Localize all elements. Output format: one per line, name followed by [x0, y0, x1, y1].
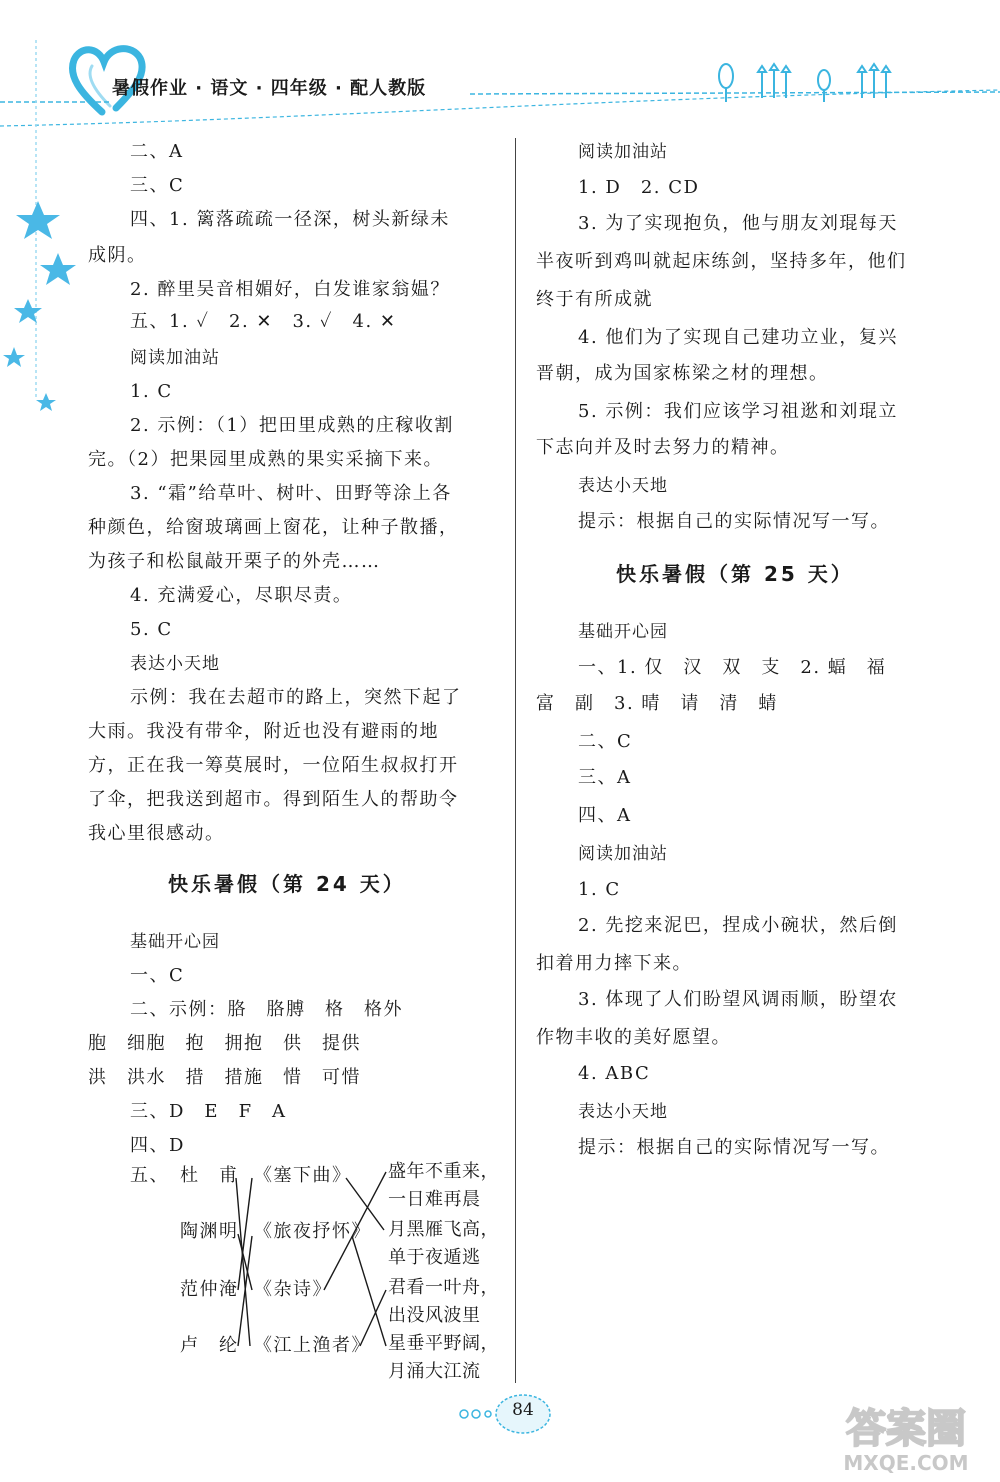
answer-line: 4. 他们为了实现自己建功立业，复兴	[578, 327, 898, 348]
answer-line: 二、示例：胳 胳膊 格 格外	[130, 999, 403, 1020]
section-heading: 表达小天地	[578, 1102, 668, 1122]
watermark-logo	[822, 1398, 990, 1478]
answer-line: 四、1. 篱落疏疏一径深，树头新绿未	[130, 209, 450, 230]
answer-line: 2. 先挖来泥巴，捏成小碗状，然后倒	[578, 915, 898, 936]
svg-text:MXQE.COM: MXQE.COM	[843, 1451, 969, 1475]
answer-line: 洪 洪水 措 措施 惜 可惜	[88, 1067, 361, 1088]
answer-line: 大雨。我没有带伞，附近也没有避雨的地	[88, 721, 439, 742]
match-prefix: 五、	[130, 1165, 169, 1186]
match-poet: 陶渊明	[180, 1221, 239, 1242]
match-verse: 君看一叶舟，	[388, 1277, 499, 1298]
answer-line: 方，正在我一筹莫展时，一位陌生叔叔打开	[88, 755, 459, 776]
match-poet: 杜 甫	[180, 1165, 239, 1186]
answer-line: 胞 细胞 抱 拥抱 供 提供	[88, 1033, 361, 1054]
answer-line: 1. D 2. CD	[578, 177, 700, 198]
match-poet: 卢 纶	[180, 1335, 239, 1356]
answer-line: 二、A	[130, 141, 184, 162]
section-heading: 表达小天地	[578, 476, 668, 496]
answer-line: 2. 示例：（1）把田里成熟的庄稼收割	[130, 415, 454, 436]
answer-line: 一、C	[130, 965, 185, 986]
match-poet: 范仲淹	[180, 1279, 239, 1300]
answer-line: 示例：我在去超市的路上，突然下起了	[130, 687, 462, 708]
page-dots-icon	[458, 1408, 494, 1420]
answer-line: 成阴。	[88, 245, 147, 266]
match-verse: 盛年不重来，	[388, 1161, 499, 1182]
match-verse: 单于夜遁逃	[388, 1247, 481, 1268]
answer-line: 3. “霜”给草叶、树叶、田野等涂上各	[130, 483, 452, 504]
answer-line: 5. C	[130, 619, 173, 640]
svg-text:答案圈: 答案圈	[846, 1406, 966, 1452]
answer-line: 5. 示例：我们应该学习祖逖和刘琨立	[578, 401, 898, 422]
answer-line: 2. 醉里吴音相媚好，白发谁家翁媪？	[130, 279, 450, 300]
page-header-title: 暑假作业 · 语文 · 四年级 · 配人教版	[112, 78, 427, 99]
section-heading: 阅读加油站	[578, 844, 668, 864]
answer-line: 三、A	[578, 767, 632, 788]
section-heading: 基础开心园	[130, 932, 220, 952]
section-heading: 阅读加油站	[578, 142, 668, 162]
section-heading: 表达小天地	[130, 654, 220, 674]
answer-line: 我心里很感动。	[88, 823, 225, 844]
answer-line: 种颜色，给窗玻璃画上窗花，让种子散播，	[88, 517, 459, 538]
stars-decoration-icon	[0, 195, 80, 420]
match-verse: 星垂平野阔，	[388, 1333, 499, 1354]
answer-line: 提示：根据自己的实际情况写一写。	[578, 511, 890, 532]
answer-line: 三、C	[130, 175, 185, 196]
chapter-title-day25: 快乐暑假（第 25 天）	[616, 562, 854, 586]
answer-line: 为孩子和松鼠敲开栗子的外壳……	[88, 551, 381, 572]
section-heading: 阅读加油站	[130, 348, 220, 368]
column-divider	[515, 138, 516, 1383]
match-poem: 《杂诗》	[254, 1279, 332, 1300]
trees-decoration-icon	[712, 58, 897, 104]
match-poem: 《江上渔者》	[254, 1335, 371, 1356]
answer-line: 终于有所成就	[536, 289, 653, 310]
answer-line: 五、1. ✓ 2. ✕ 3. ✓ 4. ✕	[130, 311, 397, 332]
answer-line: 四、D	[130, 1135, 185, 1156]
match-verse: 出没风波里	[388, 1305, 481, 1326]
answer-line: 下志向并及时去努力的精神。	[536, 437, 790, 458]
answer-line: 晋朝，成为国家栋梁之材的理想。	[536, 363, 829, 384]
answer-line: 3. 体现了人们盼望风调雨顺，盼望农	[578, 989, 898, 1010]
answer-line: 3. 为了实现抱负，他与朋友刘琨每天	[578, 213, 898, 234]
match-poem: 《旅夜抒怀》	[254, 1221, 371, 1242]
answer-line: 4. ABC	[578, 1063, 651, 1084]
match-verse: 月黑雁飞高，	[388, 1219, 499, 1240]
answer-line: 四、A	[578, 805, 632, 826]
answer-line: 提示：根据自己的实际情况写一写。	[578, 1137, 890, 1158]
chapter-title-day24: 快乐暑假（第 24 天）	[168, 872, 406, 896]
answer-line: 扣着用力摔下来。	[536, 953, 692, 974]
answer-line: 1. C	[578, 879, 621, 900]
match-poem: 《塞下曲》	[254, 1165, 352, 1186]
page-number: 84	[512, 1400, 534, 1420]
section-heading: 基础开心园	[578, 622, 668, 642]
answer-line: 一、1. 仅 汉 双 支 2. 蝠 福	[578, 657, 887, 678]
match-verse: 月涌大江流	[388, 1361, 481, 1382]
answer-line: 4. 充满爱心，尽职尽责。	[130, 585, 353, 606]
answer-line: 半夜听到鸡叫就起床练剑，坚持多年，他们	[536, 251, 907, 272]
answer-line: 三、D E F A	[130, 1101, 287, 1122]
answer-line: 作物丰收的美好愿望。	[536, 1027, 731, 1048]
match-verse: 一日难再晨	[388, 1189, 481, 1210]
answer-line: 了伞，把我送到超市。得到陌生人的帮助令	[88, 789, 459, 810]
answer-line: 1. C	[130, 381, 173, 402]
answer-line: 二、C	[578, 731, 633, 752]
answer-line: 富 副 3. 晴 请 清 蜻	[536, 693, 778, 714]
answer-line: 完。（2）把果园里成熟的果实采摘下来。	[88, 449, 443, 470]
